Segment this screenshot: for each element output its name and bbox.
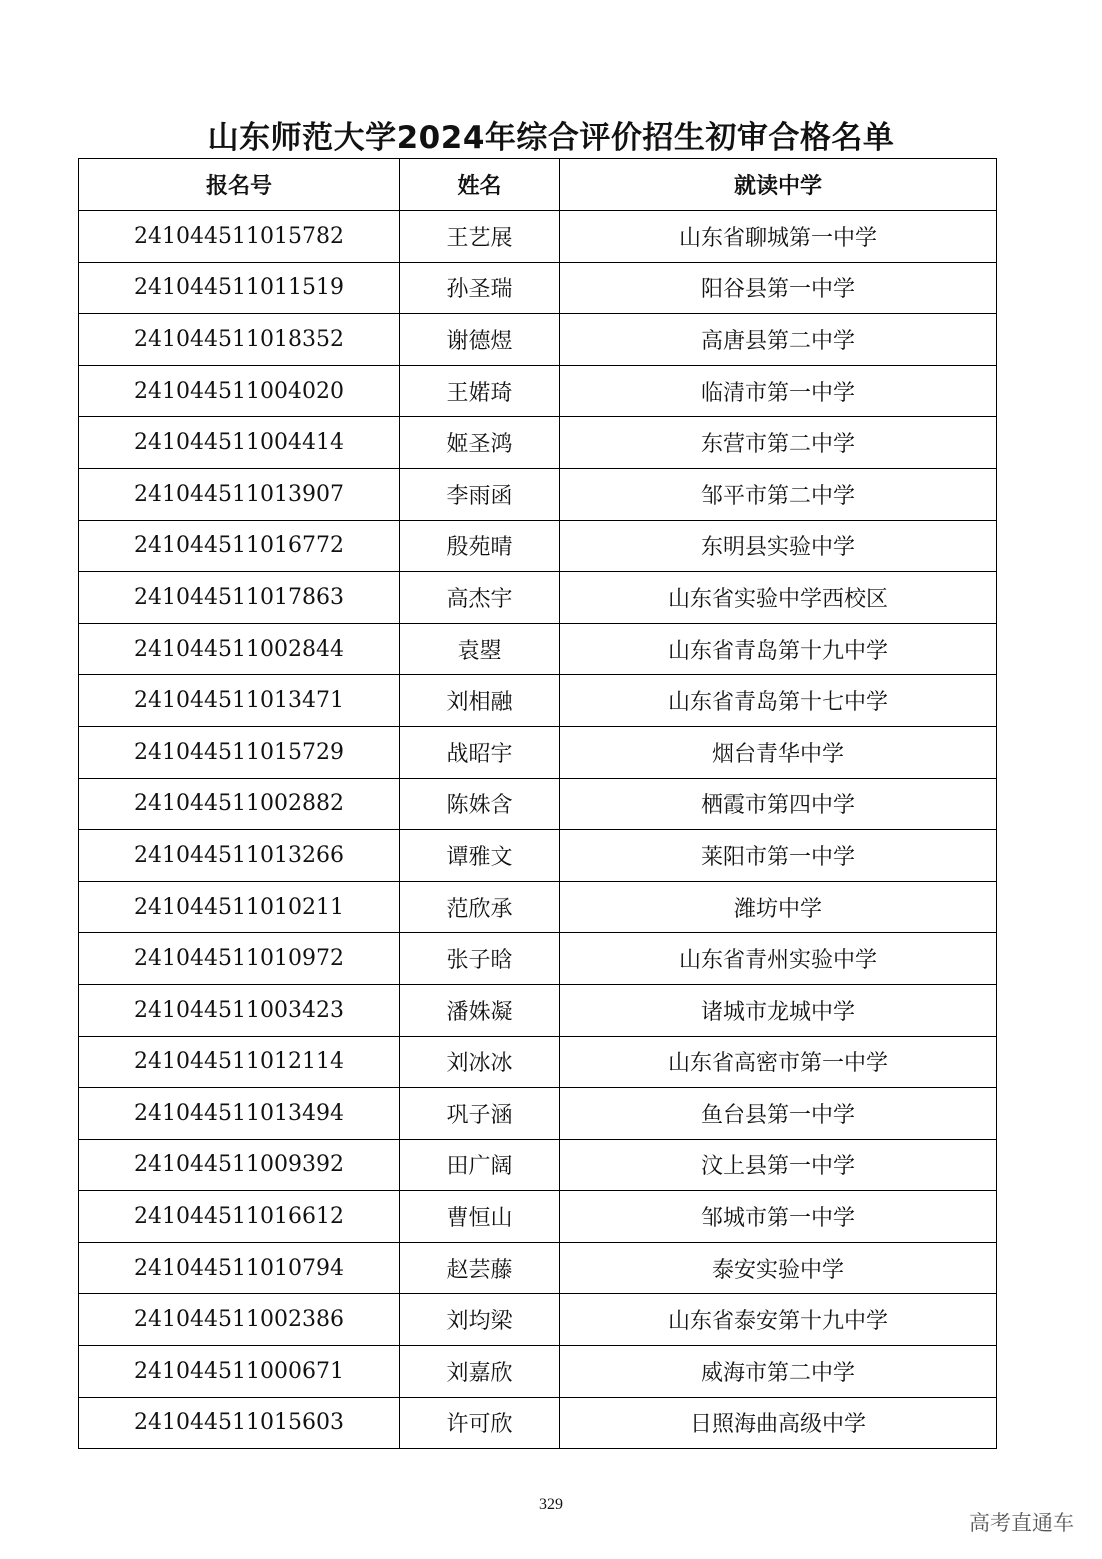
school-cell: 山东省实验中学西校区: [560, 572, 997, 624]
student-name-cell: 曹恒山: [400, 1191, 560, 1243]
table-row: [79, 1242, 997, 1294]
student-name-cell: 王艺展: [400, 211, 560, 263]
registration-number-cell: 241044511009392: [79, 1139, 400, 1191]
header-school: 就读中学: [560, 159, 997, 211]
school-cell: 临清市第一中学: [560, 365, 997, 417]
student-name-cell: 潘姝凝: [400, 984, 560, 1036]
school-cell: 汶上县第一中学: [560, 1139, 997, 1191]
table-header-row: [79, 159, 997, 211]
registration-number-cell: 241044511013494: [79, 1088, 400, 1140]
table-row: [79, 1397, 997, 1449]
table-row: [79, 572, 997, 624]
school-cell: 烟台青华中学: [560, 726, 997, 778]
school-cell: 威海市第二中学: [560, 1346, 997, 1398]
registration-number-cell: 241044511015782: [79, 211, 400, 263]
registration-number-cell: 241044511010972: [79, 933, 400, 985]
registration-number-cell: 241044511002882: [79, 778, 400, 830]
school-cell: 阳谷县第一中学: [560, 262, 997, 314]
student-name-cell: 姬圣鸿: [400, 417, 560, 469]
school-cell: 高唐县第二中学: [560, 314, 997, 366]
school-cell: 东营市第二中学: [560, 417, 997, 469]
table-row: [79, 1139, 997, 1191]
table-row: [79, 675, 997, 727]
school-cell: 山东省泰安第十九中学: [560, 1294, 997, 1346]
student-name-cell: 战昭宇: [400, 726, 560, 778]
school-cell: 日照海曲高级中学: [560, 1397, 997, 1449]
table-row: [79, 1191, 997, 1243]
table-row: [79, 417, 997, 469]
page-number: 329: [539, 1496, 563, 1513]
registration-number-cell: 241044511015729: [79, 726, 400, 778]
table-row: [79, 468, 997, 520]
student-name-cell: 高杰宇: [400, 572, 560, 624]
registration-number-cell: 241044511004414: [79, 417, 400, 469]
table-row: [79, 984, 997, 1036]
school-cell: 泰安实验中学: [560, 1242, 997, 1294]
school-cell: 山东省高密市第一中学: [560, 1036, 997, 1088]
header-name: 姓名: [400, 159, 560, 211]
table-row: [79, 314, 997, 366]
registration-number-cell: 241044511002386: [79, 1294, 400, 1346]
registration-number-cell: 241044511004020: [79, 365, 400, 417]
school-cell: 东明县实验中学: [560, 520, 997, 572]
school-cell: 山东省聊城第一中学: [560, 211, 997, 263]
school-cell: 山东省青岛第十九中学: [560, 623, 997, 675]
school-cell: 邹平市第二中学: [560, 468, 997, 520]
table-row: [79, 933, 997, 985]
registration-number-cell: 241044511017863: [79, 572, 400, 624]
table-row: [79, 1294, 997, 1346]
student-name-cell: 谢德煜: [400, 314, 560, 366]
page-title: 山东师范大学2024年综合评价招生初审合格名单: [207, 120, 895, 156]
student-name-cell: 王婼琦: [400, 365, 560, 417]
school-cell: 邹城市第一中学: [560, 1191, 997, 1243]
registration-number-cell: 241044511016612: [79, 1191, 400, 1243]
registration-number-cell: 241044511011519: [79, 262, 400, 314]
student-name-cell: 谭雅文: [400, 830, 560, 882]
student-name-cell: 巩子涵: [400, 1088, 560, 1140]
registration-number-cell: 241044511003423: [79, 984, 400, 1036]
table-row: [79, 1088, 997, 1140]
table-row: [79, 1346, 997, 1398]
school-cell: 潍坊中学: [560, 881, 997, 933]
table-row: [79, 881, 997, 933]
table-row: [79, 726, 997, 778]
table-row: [79, 1036, 997, 1088]
student-name-cell: 刘均梁: [400, 1294, 560, 1346]
student-name-cell: 刘相融: [400, 675, 560, 727]
student-name-cell: 李雨函: [400, 468, 560, 520]
registration-number-cell: 241044511018352: [79, 314, 400, 366]
registration-number-cell: 241044511000671: [79, 1346, 400, 1398]
header-registration-number: 报名号: [79, 159, 400, 211]
registration-number-cell: 241044511015603: [79, 1397, 400, 1449]
student-name-cell: 田广阔: [400, 1139, 560, 1191]
registration-number-cell: 241044511016772: [79, 520, 400, 572]
registration-number-cell: 241044511013266: [79, 830, 400, 882]
registration-number-cell: 241044511002844: [79, 623, 400, 675]
watermark: 高考直通车: [969, 1511, 1074, 1535]
student-name-cell: 孙圣瑞: [400, 262, 560, 314]
school-cell: 鱼台县第一中学: [560, 1088, 997, 1140]
student-name-cell: 刘冰冰: [400, 1036, 560, 1088]
student-name-cell: 殷苑晴: [400, 520, 560, 572]
student-name-cell: 张子晗: [400, 933, 560, 985]
school-cell: 山东省青岛第十七中学: [560, 675, 997, 727]
school-cell: 诸城市龙城中学: [560, 984, 997, 1036]
table-row: [79, 520, 997, 572]
school-cell: 栖霞市第四中学: [560, 778, 997, 830]
registration-number-cell: 241044511013471: [79, 675, 400, 727]
registration-number-cell: 241044511013907: [79, 468, 400, 520]
student-name-cell: 范欣承: [400, 881, 560, 933]
table-row: [79, 623, 997, 675]
school-cell: 莱阳市第一中学: [560, 830, 997, 882]
registration-number-cell: 241044511010211: [79, 881, 400, 933]
registration-number-cell: 241044511010794: [79, 1242, 400, 1294]
table-row: [79, 262, 997, 314]
school-cell: 山东省青州实验中学: [560, 933, 997, 985]
registration-number-cell: 241044511012114: [79, 1036, 400, 1088]
table-row: [79, 778, 997, 830]
student-name-cell: 袁曌: [400, 623, 560, 675]
student-name-cell: 刘嘉欣: [400, 1346, 560, 1398]
student-name-cell: 赵芸藤: [400, 1242, 560, 1294]
student-name-cell: 许可欣: [400, 1397, 560, 1449]
table-row: [79, 211, 997, 263]
student-name-cell: 陈姝含: [400, 778, 560, 830]
roster-table: [78, 158, 997, 1449]
table-row: [79, 830, 997, 882]
table-row: [79, 365, 997, 417]
